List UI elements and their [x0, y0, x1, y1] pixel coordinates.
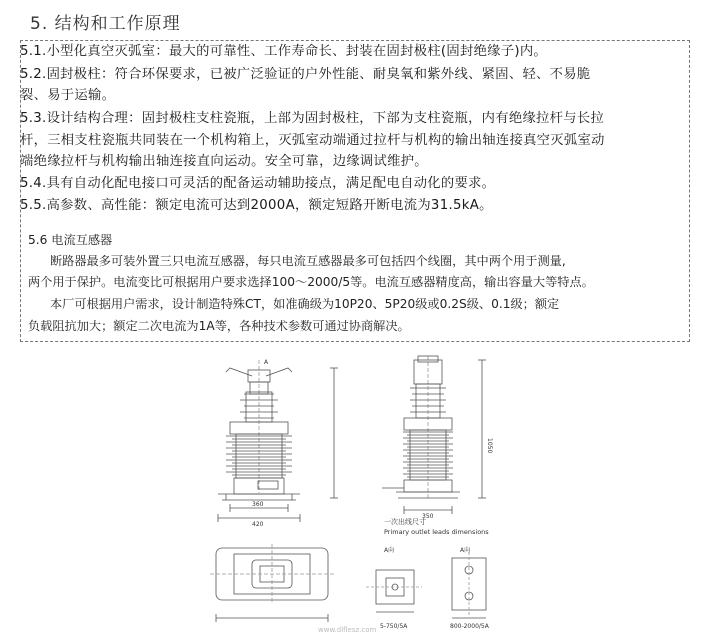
item-5-3-line2: 杆，三相支柱瓷瓶共同装在一个机构箱上，灭弧室动端通过拉杆与机构的输出轴连接真空灭弧室动	[20, 133, 605, 148]
dim-height-side: 1050	[486, 438, 493, 454]
caption-cn: 一次出线尺寸	[384, 518, 426, 526]
label-a-top: A	[264, 359, 269, 366]
section-heading: 5. 结构和工作原理	[30, 14, 181, 34]
ct-para2-line2: 负载阻抗加大；额定二次电流为1A等，各种技术参数可通过协商解决。	[28, 319, 410, 333]
caption-en: Primary outlet leads dimensions	[384, 528, 489, 536]
item-5-3-line3: 端绝缘拉杆与机构输出轴连接直向运动。安全可靠，边缘调试维护。	[20, 154, 428, 169]
item-5-5: 5.5.高参数、高性能：额定电流可达到2000A，额定短路开断电流为31.5kA。	[20, 198, 493, 213]
view-a2: A向	[460, 547, 471, 554]
ct-para1-line1: 断路器最多可装外置三只电流互感器，每只电流互感器最多可包括四个线圈，其中两个用于测量,	[50, 254, 566, 268]
technical-drawing	[160, 348, 580, 638]
item-5-2-line1: 5.2.固封极柱：符合环保要求，已被广泛验证的户外性能、耐臭氧和紫外线、紧固、轻、不易脆	[20, 67, 591, 82]
watermark: www.dlflesz.com	[318, 626, 377, 634]
label-s2: 800-2000/5A	[450, 623, 489, 630]
front-view	[218, 360, 338, 522]
item-5-2-line2: 裂、易于运输。	[20, 88, 116, 103]
dim-width-front: 360	[252, 501, 264, 508]
dim-side-base: 350	[422, 513, 434, 520]
view-a1: A向	[384, 547, 395, 554]
dim-width-bottom: 420	[252, 521, 264, 528]
ct-para2-line1: 本厂可根据用户需求，设计制造特殊CT，如准确级为10P20、5P20级或0.2S级、0.1级；额定	[50, 297, 560, 311]
terminal-view-2	[452, 552, 486, 618]
terminal-view-1	[366, 570, 422, 612]
item-5-1: 5.1.小型化真空灭弧室：最大的可靠性、工作寿命长、封装在固封极柱(固封绝缘子)内。	[20, 44, 548, 59]
item-5-3-line1: 5.3.设计结构合理：固封极柱支柱瓷瓶，上部为固封极柱，下部为支柱瓷瓶，内有绝缘拉杆与长拉	[20, 111, 605, 126]
plan-view	[210, 544, 334, 622]
ct-title: 5.6 电流互感器	[28, 233, 113, 247]
item-5-4: 5.4.具有自动化配电接口可灵活的配备运动辅助接点，满足配电自动化的要求。	[20, 176, 496, 191]
ct-para1-line2: 两个用于保护。电流变比可根据用户要求选择100～2000/5等。电流互感器精度高，输出容量大等特点。	[28, 275, 594, 289]
label-s1: 5-750/5A	[380, 623, 408, 630]
side-view	[382, 356, 486, 514]
